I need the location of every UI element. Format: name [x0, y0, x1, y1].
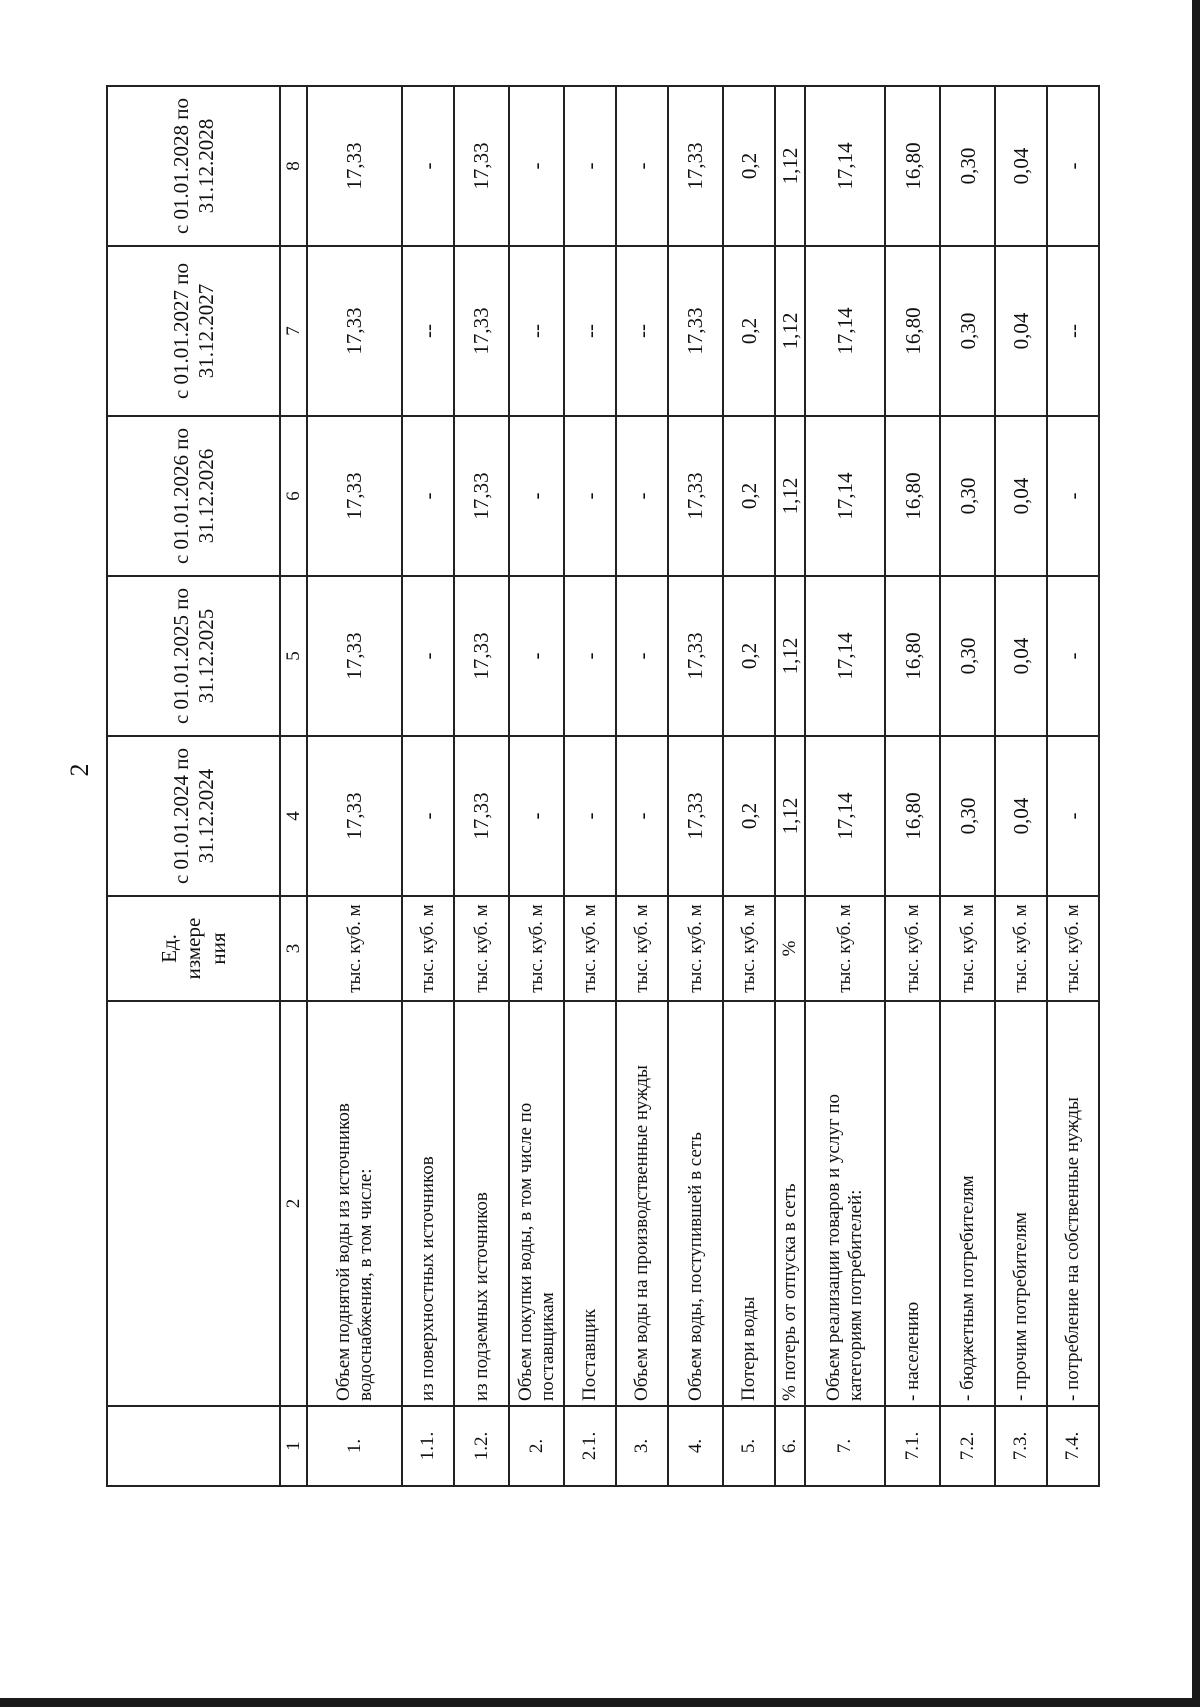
- row-number: 3.: [616, 1406, 668, 1486]
- header-cell: [107, 1406, 280, 1486]
- row-value: 17,33: [307, 416, 402, 576]
- row-value: --: [564, 246, 616, 416]
- row-unit: тыс. куб. м: [885, 896, 940, 1001]
- row-unit: тыс. куб. м: [402, 896, 454, 1001]
- row-value: -: [616, 736, 668, 896]
- page-number: 2: [65, 763, 94, 777]
- column-number: 3: [280, 896, 307, 1001]
- row-value: 0,04: [995, 86, 1047, 246]
- column-number: 7: [280, 246, 307, 416]
- row-value: 17,33: [307, 86, 402, 246]
- row-value: 1,12: [775, 246, 805, 416]
- row-number: 4.: [668, 1406, 723, 1486]
- table-row: [1047, 86, 1099, 1486]
- header-period-2028: с 01.01.2028 по 31.12.2028: [107, 86, 280, 246]
- column-number: 6: [280, 416, 307, 576]
- row-unit: тыс. куб. м: [509, 896, 564, 1001]
- row-value: 17,33: [668, 416, 723, 576]
- table-row: [509, 86, 564, 1486]
- row-unit: тыс. куб. м: [805, 896, 885, 1001]
- scan-edge-bottom: [0, 1698, 1200, 1707]
- row-value: -: [509, 736, 564, 896]
- row-number: 5.: [723, 1406, 775, 1486]
- row-value: 17,33: [454, 416, 509, 576]
- header-period-2026: с 01.01.2026 по 31.12.2026: [107, 416, 280, 576]
- table-row: [402, 86, 454, 1486]
- header-unit: Ед. измере ния: [107, 896, 280, 1001]
- column-number: 8: [280, 86, 307, 246]
- row-value: -: [564, 736, 616, 896]
- row-value: 1,12: [775, 576, 805, 736]
- row-value: 0,2: [723, 86, 775, 246]
- row-number: 7.2.: [940, 1406, 995, 1486]
- row-label: - прочим потребителям: [995, 1001, 1047, 1406]
- row-value: 16,80: [885, 246, 940, 416]
- row-unit: тыс. куб. м: [995, 896, 1047, 1001]
- row-value: -: [1047, 576, 1099, 736]
- row-value: -: [564, 576, 616, 736]
- header-period-2025: с 01.01.2025 по 31.12.2025: [107, 576, 280, 736]
- row-value: -: [509, 576, 564, 736]
- row-value: 16,80: [885, 576, 940, 736]
- row-value: 0,2: [723, 576, 775, 736]
- scan-edge-right: [1192, 0, 1200, 1707]
- row-value: -: [1047, 86, 1099, 246]
- row-value: 17,33: [668, 576, 723, 736]
- row-value: -: [402, 416, 454, 576]
- row-label: Объем поднятой воды из источников водоснабжения, в том числе:: [307, 1001, 402, 1406]
- row-value: 17,14: [805, 576, 885, 736]
- row-number: 1.2.: [454, 1406, 509, 1486]
- row-label: Объем покупки воды, в том числе по поставщикам: [509, 1001, 564, 1406]
- table-row: [616, 86, 668, 1486]
- rotated-table-container: [106, 87, 1086, 1487]
- row-unit: %: [775, 896, 805, 1001]
- row-label: Объем воды, поступившей в сеть: [668, 1001, 723, 1406]
- row-value: 17,33: [307, 576, 402, 736]
- row-label: - бюджетным потребителям: [940, 1001, 995, 1406]
- row-value: 0,2: [723, 416, 775, 576]
- row-value: 17,33: [454, 86, 509, 246]
- table-row: [307, 86, 402, 1486]
- row-value: 1,12: [775, 416, 805, 576]
- table-row: [668, 86, 723, 1486]
- row-value: -: [402, 736, 454, 896]
- row-number: 7.4.: [1047, 1406, 1099, 1486]
- row-unit: тыс. куб. м: [307, 896, 402, 1001]
- row-label: - населению: [885, 1001, 940, 1406]
- row-number: 7.: [805, 1406, 885, 1486]
- row-label: из поверхностных источников: [402, 1001, 454, 1406]
- water-balance-table: [106, 85, 1100, 1487]
- row-label: - потребление на собственные нужды: [1047, 1001, 1099, 1406]
- row-label: Потери воды: [723, 1001, 775, 1406]
- row-number: 6.: [775, 1406, 805, 1486]
- row-value: 0,04: [995, 416, 1047, 576]
- row-label: из подземных источников: [454, 1001, 509, 1406]
- header-cell: [107, 1001, 280, 1406]
- row-value: --: [1047, 246, 1099, 416]
- row-unit: тыс. куб. м: [616, 896, 668, 1001]
- row-unit: тыс. куб. м: [454, 896, 509, 1001]
- row-value: 17,33: [307, 736, 402, 896]
- row-value: 0,04: [995, 736, 1047, 896]
- row-value: -: [509, 86, 564, 246]
- row-value: 0,04: [995, 246, 1047, 416]
- row-value: 17,33: [454, 246, 509, 416]
- row-unit: тыс. куб. м: [1047, 896, 1099, 1001]
- column-number: 4: [280, 736, 307, 896]
- row-value: 0,30: [940, 246, 995, 416]
- row-number: 7.3.: [995, 1406, 1047, 1486]
- table-row: [940, 86, 995, 1486]
- row-label: Объем воды на производственные нужды: [616, 1001, 668, 1406]
- row-value: 0,30: [940, 416, 995, 576]
- header-period-2024: с 01.01.2024 по 31.12.2024: [107, 736, 280, 896]
- row-value: 0,30: [940, 736, 995, 896]
- row-number: 7.1.: [885, 1406, 940, 1486]
- row-value: 16,80: [885, 416, 940, 576]
- row-value: 17,33: [454, 736, 509, 896]
- row-value: -: [1047, 416, 1099, 576]
- column-number: 2: [280, 1001, 307, 1406]
- row-value: 16,80: [885, 736, 940, 896]
- row-number: 2.: [509, 1406, 564, 1486]
- row-value: --: [402, 246, 454, 416]
- row-number: 1.: [307, 1406, 402, 1486]
- row-label: % потерь от отпуска в сеть: [775, 1001, 805, 1406]
- row-value: 17,33: [307, 246, 402, 416]
- row-value: --: [509, 246, 564, 416]
- table-row: [885, 86, 940, 1486]
- row-value: 1,12: [775, 86, 805, 246]
- row-value: 17,33: [454, 576, 509, 736]
- row-value: 0,30: [940, 86, 995, 246]
- row-value: -: [1047, 736, 1099, 896]
- row-value: 17,14: [805, 246, 885, 416]
- row-value: 17,33: [668, 86, 723, 246]
- row-value: 0,2: [723, 246, 775, 416]
- row-value: 0,2: [723, 736, 775, 896]
- row-value: -: [509, 416, 564, 576]
- row-value: -: [564, 416, 616, 576]
- row-label: Поставщик: [564, 1001, 616, 1406]
- table-row: [454, 86, 509, 1486]
- header-row: [107, 86, 280, 1486]
- column-number: 5: [280, 576, 307, 736]
- row-value: -: [564, 86, 616, 246]
- row-value: 0,04: [995, 576, 1047, 736]
- table-row: [564, 86, 616, 1486]
- table-row: [805, 86, 885, 1486]
- row-value: 16,80: [885, 86, 940, 246]
- row-value: 17,33: [668, 736, 723, 896]
- row-unit: тыс. куб. м: [940, 896, 995, 1001]
- row-unit: тыс. куб. м: [564, 896, 616, 1001]
- row-value: -: [616, 576, 668, 736]
- table-row: [723, 86, 775, 1486]
- header-period-2027: с 01.01.2027 по 31.12.2027: [107, 246, 280, 416]
- table-row: [775, 86, 805, 1486]
- row-value: 17,14: [805, 416, 885, 576]
- table-row: [995, 86, 1047, 1486]
- row-value: 1,12: [775, 736, 805, 896]
- row-value: 0,30: [940, 576, 995, 736]
- row-number: 2.1.: [564, 1406, 616, 1486]
- row-number: 1.1.: [402, 1406, 454, 1486]
- row-value: -: [616, 86, 668, 246]
- row-value: 17,14: [805, 736, 885, 896]
- row-unit: тыс. куб. м: [668, 896, 723, 1001]
- column-number: 1: [280, 1406, 307, 1486]
- row-value: 17,33: [668, 246, 723, 416]
- row-value: -: [402, 576, 454, 736]
- row-unit: тыс. куб. м: [723, 896, 775, 1001]
- column-number-row: [280, 86, 307, 1486]
- row-value: -: [616, 416, 668, 576]
- row-value: 17,14: [805, 86, 885, 246]
- row-label: Объем реализации товаров и услуг по категориям потребителей:: [805, 1001, 885, 1406]
- row-value: --: [616, 246, 668, 416]
- row-value: -: [402, 86, 454, 246]
